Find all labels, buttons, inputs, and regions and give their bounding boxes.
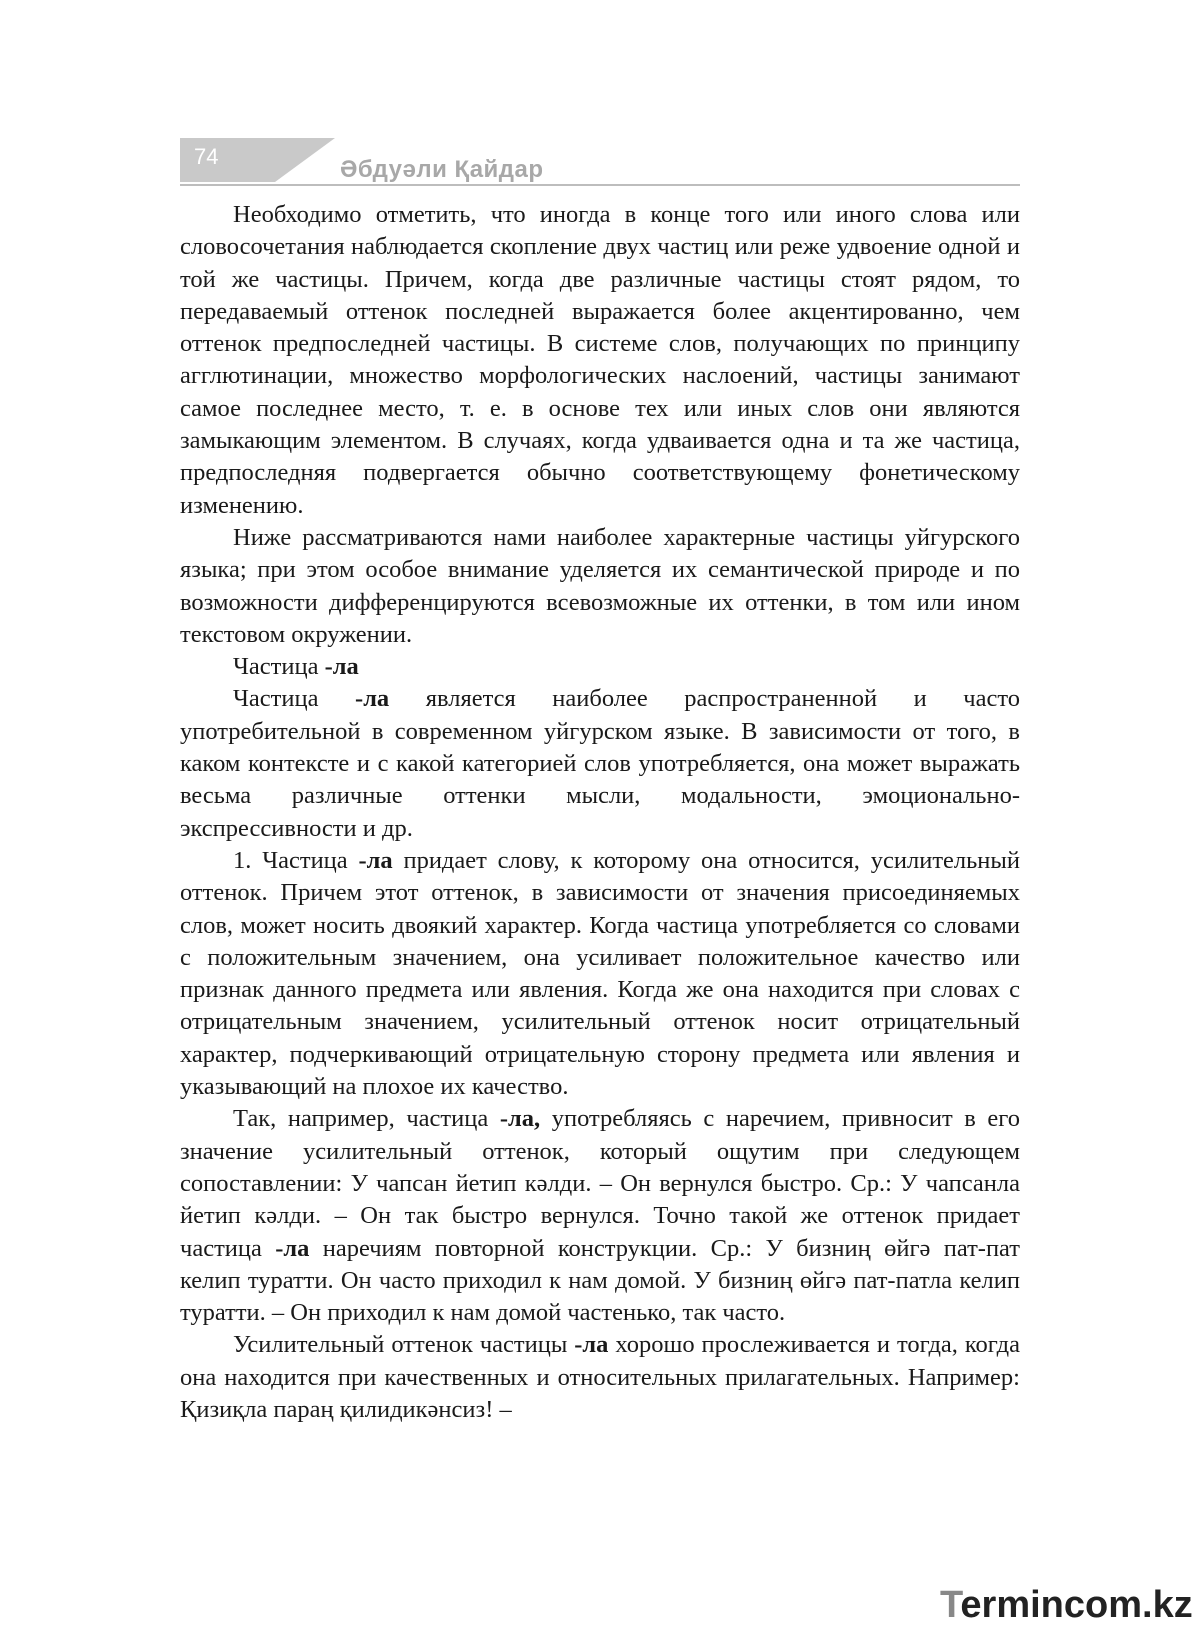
paragraph [180, 683, 1020, 844]
text-run: является наиболее распространенной и часто употребительной в современном уйгурском языке. В зависимости от того, в каком контексте и с какой категорией слов употребляется, она может выражать весьма различные оттенки мысли, модальности, эмоционально-экспрессивности и др. [180, 685, 1021, 842]
paragraph [180, 1329, 1020, 1426]
text-run: Так, например, частица [233, 1105, 500, 1133]
text-run: хорошо прослеживается и тогда, когда она находится при качественных и относительных прилагательных. Например: Қизиқла параң қилидикәнсиз! – [180, 1331, 1020, 1423]
paragraph [180, 199, 1020, 522]
watermark-logo [940, 1584, 1193, 1627]
text-run: наречиям повторной конструкции. Ср.: У бизниң өйгә пат-пат келип туратти. Он часто приходил к нам домой. У бизниң өйгә пат-патла келип туратти. – Он приходил к нам домой частенько, так часто. [180, 1234, 1021, 1327]
text-run: Необходимо отметить, что иногда в конце того или иного слова или словосочетания наблюдается скопление двух частиц или реже удвоение одной и той же частицы. Причем, когда две различные частицы стоят рядом, то передаваемый оттенок последней выражается более акцентированно, чем оттенок предпоследней частицы. В системе слов, получающих по принципу агглютинации, множество морфологических наслоений, частицы занимают самое последнее место, т. е. в основе тех или иных слов они являются замыкающим элементом. В случаях, когда удваивается одна и та же частица, предпоследняя подвергается обычно соответствующему фонетическому изменению. [180, 201, 1020, 519]
bold-term: -ла, [499, 1105, 541, 1133]
watermark-t-mark: T [940, 1584, 961, 1626]
bold-term: -ла [358, 846, 393, 874]
paragraph [180, 845, 1020, 1103]
paragraph [180, 522, 1020, 651]
page-number: 74 [194, 144, 219, 169]
text-run: Частица [233, 685, 356, 713]
text-run: Усилительный оттенок частицы [233, 1331, 575, 1359]
paragraph [180, 1103, 1020, 1329]
text-run: придает слову, к которому она относится, усилительный оттенок. Причем этот оттенок, в зависимости от значения присоединяемых слов, может носить двоякий характер. Когда частица употребляется со словами с положительным значением, она усиливает положительное качество или признак данного предмета или явления. Когда же она находится при словах с отрицательным значением, усилительный оттенок носит отрицательный характер, подчеркивающий отрицательную сторону предмета или явления и указывающий на плохое их качество. [180, 846, 1020, 1101]
bold-term: -ла [574, 1331, 609, 1359]
page-number-tab-slope [275, 138, 335, 182]
text-run: Ниже рассматриваются нами наиболее характерные частицы уйгурского языка; при этом особое внимание уделяется их семантической природе и по возможности дифференцируются всевозможные их оттенки, в том или ином текстовом окружении. [180, 523, 1020, 648]
bold-term: -ла [355, 685, 390, 713]
body-text [180, 199, 1020, 1426]
header-divider [180, 184, 1020, 186]
paragraph [180, 651, 1020, 683]
text-run: употребляясь с наречием, привносит в его значение усилительный оттенок, который ощутим при следующем сопоставлении: У чапсан йетип кәлди. – Он вернулся быстро. Ср.: У чапсанла йетип кәлди. – Он так быстро вернулся. Точно такой же оттенок придает частица [180, 1105, 1020, 1262]
bold-term: -ла [324, 653, 359, 681]
page-header [180, 138, 1020, 190]
text-run: 1. Частица [233, 846, 359, 874]
bold-term: -ла [275, 1234, 310, 1262]
watermark-text: ermincom.kz [960, 1584, 1193, 1626]
text-run: Частица [233, 653, 325, 681]
running-title: Әбдуәли Қайдар [340, 156, 544, 183]
